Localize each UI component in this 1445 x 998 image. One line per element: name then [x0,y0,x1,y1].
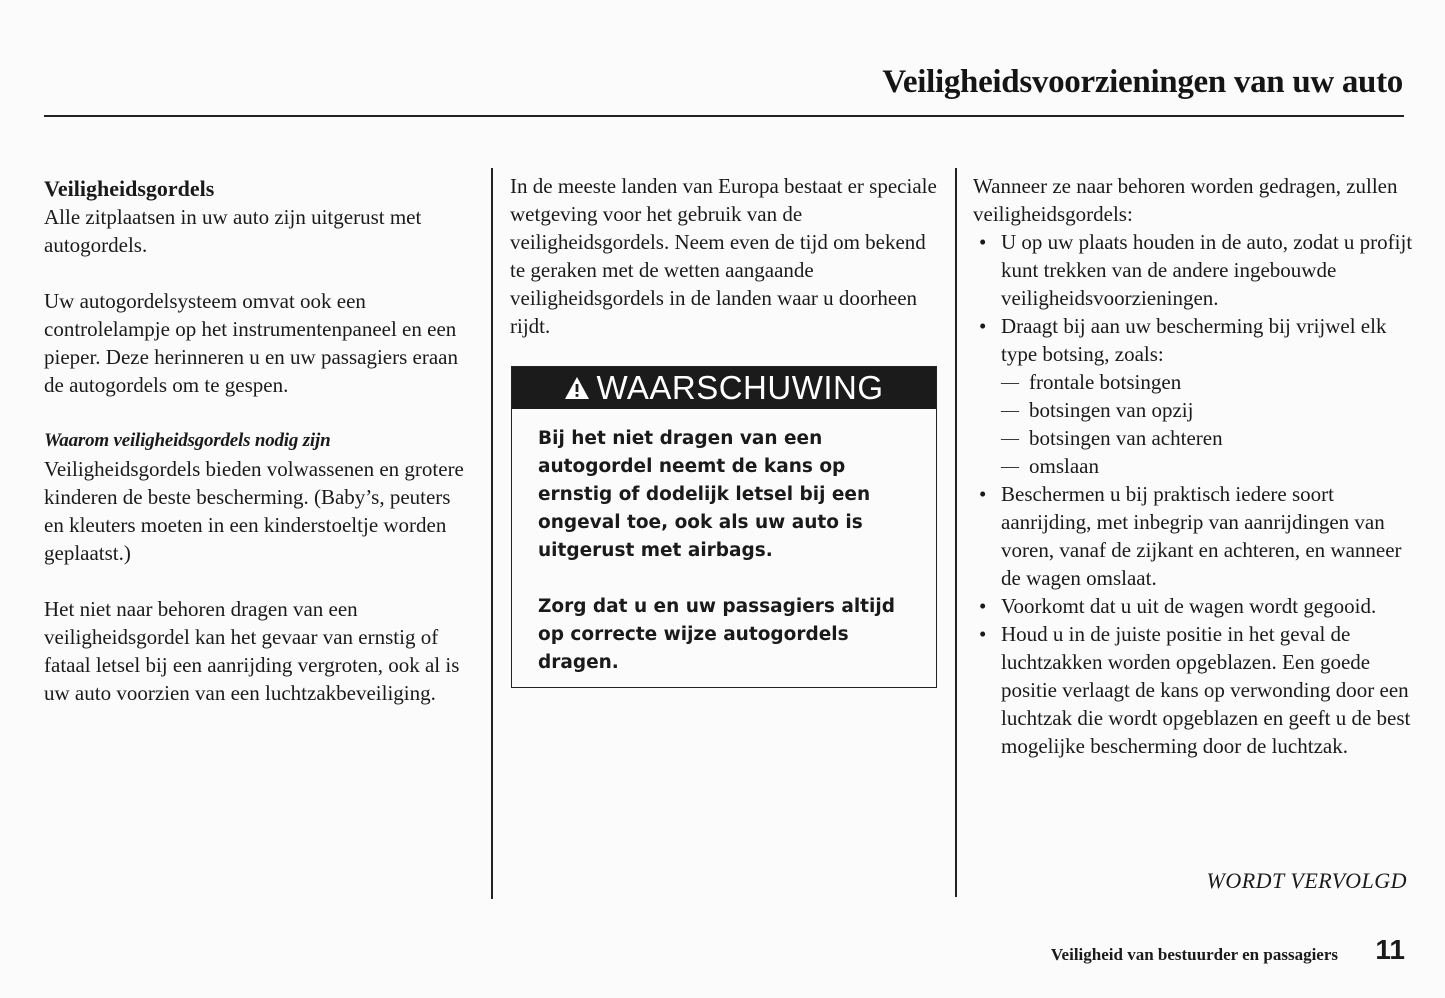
column-3 [973,172,1413,760]
list-item: — frontale botsingen [1001,368,1413,396]
column-divider [955,168,957,897]
section-heading: Veiligheidsgordels [44,176,215,201]
warning-header [512,367,936,409]
list-item: • Voorkomt dat u uit de wagen wordt gegooid. [973,592,1413,620]
bullet-list [973,228,1413,760]
header-rule [44,115,1404,117]
list-item: — botsingen van achteren [1001,424,1413,452]
paragraph: Wanneer ze naar behoren worden gedragen, zullen veiligheidsgordels: [973,174,1398,226]
paragraph: In de meeste landen van Europa bestaat er speciale wetgeving voor het gebruik van de veiligheidsgordels. Neem even de tijd om bekend te geraken met de wetten aangaande veiligheidsgordels in de landen waar u doorheen rijdt. [510,174,937,338]
list-item: • Draagt bij aan uw bescherming bij vrijwel elk type botsing, zoals: — frontale botsingen — botsingen van opzij — botsingen van achteren — omslaan [973,312,1413,480]
list-item: • Houd u in de juiste positie in het geval de luchtzakken worden opgeblazen. Een goede positie verlaagt de kans op verwonding door een luchtzak die wordt opgeblazen en geeft u de best mogelijke bescherming door de luchtzak. [973,620,1413,760]
collision-type-list [1001,368,1413,480]
footer-section-title: Veiligheid van bestuurder en passagiers [1050,945,1338,964]
column-2 [510,172,940,340]
column-divider [491,168,493,899]
warning-text: Zorg dat u en uw passagiers altijd op correcte wijze autogordels dragen. [538,596,895,673]
list-item: • Beschermen u bij praktisch iedere soort aanrijding, met inbegrip van aanrijdingen van voren, vanaf de zijkant en achteren, en wanneer de wagen omslaat. [973,480,1413,592]
paragraph: Uw autogordelsysteem omvat ook een controlelampje op het instrumentenpaneel en een pieper. Deze herinneren u en uw passagiers eraan de autogordels om te gespen. [44,289,458,397]
list-item: — omslaan [1001,452,1413,480]
continued-label: WORDT VERVOLGD [1206,868,1407,893]
warning-triangle-icon [564,376,590,400]
page-header-title: Veiligheidsvoorzieningen van uw auto [882,64,1403,100]
warning-body [512,409,936,677]
paragraph: Veiligheidsgordels bieden volwassenen en grotere kinderen de beste bescherming. (Baby’s, peuters en kleuters moeten in een kinderstoeltje worden geplaatst.) [44,457,464,565]
warning-title: WAARSCHUWING [596,369,884,406]
warning-box [511,366,937,688]
sub-heading: Waarom veiligheidsgordels nodig zijn [44,430,331,451]
list-item: • U op uw plaats houden in de auto, zodat u profijt kunt trekken van de andere ingebouwde veiligheidsvoorzieningen. [973,228,1413,312]
list-item: — botsingen van opzij [1001,396,1413,424]
column-1 [44,172,474,707]
paragraph: Het niet naar behoren dragen van een veiligheidsgordel kan het gevaar van ernstig of fataal letsel bij een aanrijding vergroten, ook al is uw auto voorzien van een luchtzakbeveiliging. [44,597,460,705]
warning-text: Bij het niet dragen van een autogordel neemt de kans op ernstig of dodelijk letsel bij een ongeval toe, ook als uw auto is uitgerust met airbags. [538,428,871,561]
page-number: 11 [1375,934,1405,965]
paragraph: Alle zitplaatsen in uw auto zijn uitgerust met autogordels. [44,205,422,257]
